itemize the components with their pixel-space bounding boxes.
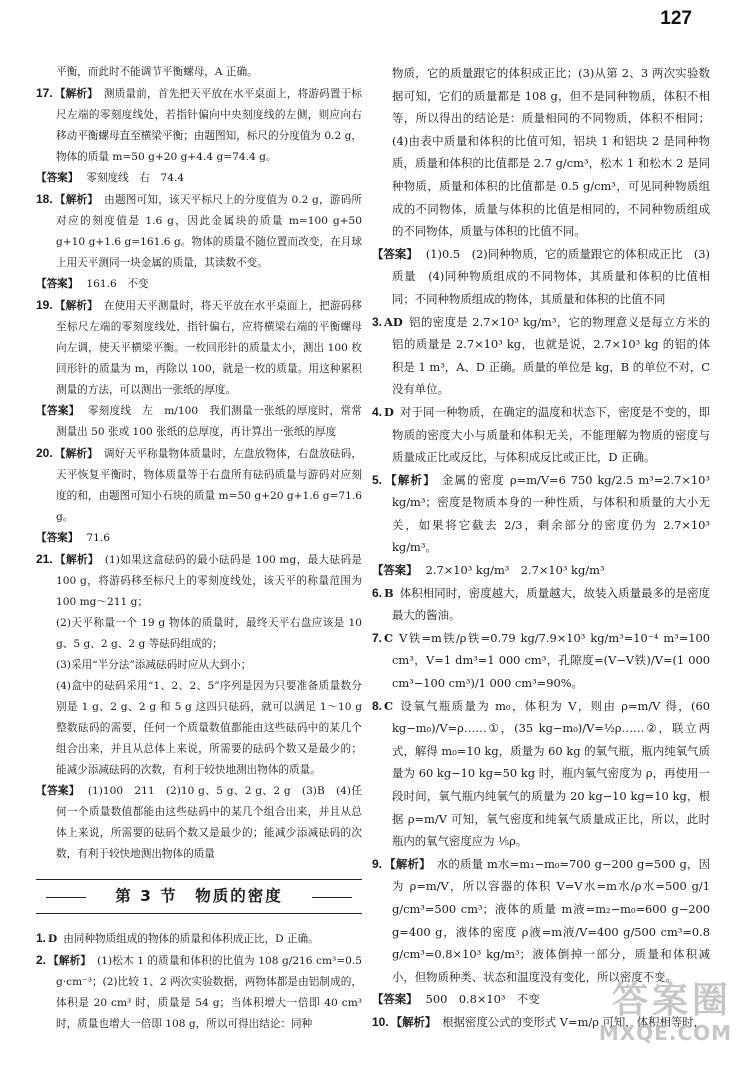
analysis-label: 【解析】 <box>48 955 92 967</box>
question-item <box>36 549 362 613</box>
answer-label: 【答案】 <box>36 532 79 544</box>
paragraph-text: 161.6 不变 <box>86 278 149 290</box>
answer-label: 【答案】 <box>372 246 418 261</box>
question-number: 10. <box>372 1014 389 1029</box>
paragraph-text: 物质，它的质量跟它的体积成正比；(3)从第 2、3 两次实验数据可知，它们的质量都是 108 g，但不是同种物质，体积不相等，所以得出的结论是：质量相同的不同物质，体积不相同；(4)由表中质量和体积的比值可知，铝块 1 和铝块 2 是同种物质，质量和体积的比值都是 2.7 g/cm³，松木 1 和松木 2 是同种物质，质量和体积的比值都是 0.5 g/cm³，可见同种物质组成的不同物体，质量与体积的比值是相同的，不同种物质组成的不同物体，质量与体积的比值不同。 <box>392 66 710 239</box>
question-number: 2. <box>36 953 47 967</box>
paragraph-text: 2.7×10³ kg/m³ 2.7×10³ kg/m³ <box>425 563 605 578</box>
page-number: 127 <box>660 8 692 29</box>
question-number: 6. <box>372 585 383 600</box>
answer-paragraph <box>36 528 362 549</box>
question-item <box>372 853 710 989</box>
continuation-paragraph <box>36 676 362 781</box>
paragraph-text: 水的质量 m水=m₁−m₀=700 g−200 g=500 g，因为 ρ=m/V，所以容器的体积 V=V水=m水/ρ水=500 g/1 g/cm³=500 cm³；液体的质量 m液=m₂−m₀=600 g−200 g=400 g，液体的密度 ρ液=m液/V=400 g/500 cm³=0.8 g/cm³=0.8×10³ kg/m³；液体倒掉一部分，质量和体积减小，但物质种类、状态和温度没有变化，所以密度不变。 <box>392 856 710 984</box>
paragraph-text: 铝的密度是 2.7×10³ kg/m³，它的物理意义是每立方米的铝的质量是 2.7×10³ kg，也就是说，2.7×10³ kg 的铝的体积是 1 m³，A、D 正确。质量的单位是 kg，B 的单位不对，C 没有单位。 <box>392 314 710 397</box>
question-item <box>372 401 710 469</box>
paragraph-text: 零刻度线 右 74.4 <box>86 172 185 184</box>
continuation-paragraph <box>36 655 362 676</box>
paragraph-text: 在使用天平测量时，将天平放在水平桌面上，把游码移至标尺左端的零刻度线处，指针偏右，应将横梁右端的平衡螺母向左调，使天平横梁平衡。一枚回形针的质量太小，测出 100 枚回形针的质量为 m，再除以 100，就是一枚的质量。用这种累积测量的方法，可以测出一张纸的厚度。 <box>56 300 363 396</box>
question-item <box>372 582 710 627</box>
question-item <box>372 311 710 401</box>
answer-label: 【答案】 <box>36 172 79 184</box>
question-item <box>372 469 710 559</box>
answer-paragraph <box>36 781 362 865</box>
question-number: 9. <box>372 856 383 871</box>
paragraph-text: 测质量前，首先把天平放在水平桌面上，将游码置于标尺左端的零刻度线处，若指针偏向中央刻度线的左侧，则应向右移动平衡螺母直至横梁平衡；由题图知，标尺的分度值为 0.2 g，物体的质量 m=50 g+20 g+4.4 g=74.4 g。 <box>56 88 363 163</box>
watermark-url: MXQE.COM <box>598 1021 732 1045</box>
continuation-paragraph <box>36 613 362 655</box>
analysis-label: 【解析】 <box>384 856 431 871</box>
answer-label: 【答案】 <box>372 992 418 1007</box>
answer-label: 【答案】 <box>36 278 79 290</box>
answer-label: 【答案】 <box>36 785 80 797</box>
answer-paragraph <box>372 559 710 582</box>
question-number: 18. <box>36 192 53 206</box>
answer-paragraph <box>36 401 362 443</box>
analysis-label: D <box>48 933 58 945</box>
site-watermark <box>564 981 732 1051</box>
analysis-label: B <box>384 585 394 600</box>
question-item <box>36 950 362 1035</box>
paragraph-text: 设氧气瓶质量为 m₀，体积为 V，则由 ρ=m/V 得，(60 kg−m₀)/V=ρ……①，(35 kg−m₀)/V=½ρ……②，联立两式，解得 m₀=10 kg，质量为 60 kg 的氧气瓶，瓶内纯氧气质量为 60 kg−10 kg=50 kg 时，瓶内氧气密度为 ρ，再使用一段时间，氧气瓶内纯氧气的质量为 20 kg−10 kg=10 kg，根据 ρ=m/V 可知，氧气密度和纯氧气质量成正比，所以，此时瓶内的氧气密度应为 ⅕ρ。 <box>392 698 710 849</box>
paragraph-text: 平衡，而此时不能调节平衡螺母，A 正确。 <box>56 66 258 78</box>
paragraph-text: 71.6 <box>86 532 110 544</box>
analysis-label: 【解析】 <box>54 194 99 206</box>
question-number: 7. <box>372 630 383 645</box>
analysis-label: 【解析】 <box>54 88 98 100</box>
analysis-label: AD <box>384 314 403 329</box>
question-item <box>372 627 710 695</box>
analysis-label: 【解析】 <box>54 300 98 312</box>
analysis-label: C <box>384 630 394 645</box>
question-number: 3. <box>372 314 383 329</box>
paragraph-text: 500 0.8×10³ 不变 <box>425 992 540 1007</box>
analysis-label: 【解析】 <box>390 1014 437 1029</box>
continuation-paragraph <box>372 62 710 243</box>
section-heading: 第 3 节 物质的密度 <box>36 879 362 914</box>
question-number: 4. <box>372 404 383 419</box>
question-item <box>36 295 362 401</box>
right-column <box>372 62 710 1034</box>
paragraph-text: 金属的密度 ρ=m/V=6 750 kg/2.5 m³=2.7×10³ kg/m³；密度是物质本身的一种性质，与体积和质量的大小无关，如果将它截去 2/3，剩余部分的密度仍为 2.7×10³ kg/m³。 <box>392 472 710 555</box>
answer-paragraph <box>372 243 710 311</box>
answer-paragraph <box>36 168 362 189</box>
question-number: 8. <box>372 698 383 713</box>
watermark-logo: 答案圈 <box>611 980 732 1021</box>
paragraph-text: (1)100 211 (2)10 g、5 g、2 g、2 g (3)B (4)任何一个质量数值都能由这些砝码中的某几个组合出来，并且从总体上来说，所需要的砝码个数又是最少的；能减少添减砝码的次数，有利于较快地测出物体的质量 <box>56 785 363 860</box>
paragraph-text: (1)如果这盒砝码的最小砝码是 100 mg，最大砝码是 100 g，将游码移至标尺上的零刻度线处，该天平的称量范围为 100 mg～211 g； <box>56 554 362 608</box>
paragraph-text: 对于同一种物质，在确定的温度和状态下，密度是不变的，即物质的密度大小与质量和体积无关，不能理解为物质的密度与质量成正比或反比，与体积成反比或正比，D 正确。 <box>392 404 710 465</box>
answer-paragraph <box>36 274 362 295</box>
question-number: 20. <box>36 446 53 460</box>
answer-label: 【答案】 <box>36 405 80 417</box>
question-item <box>36 443 362 528</box>
paragraph-text: (1)0.5 (2)同种物质，它的质量跟它的体积成正比 (3)质量 (4)同种物质组成的不同物体，其质量和体积的比值相同；不同种物质组成的物体，其质量和体积的比值不同 <box>392 246 710 306</box>
question-number: 17. <box>36 86 53 100</box>
analysis-label: 【解析】 <box>384 472 436 487</box>
paragraph-text: (2)天平称量一个 19 g 物体的质量时，最终天平右盘应该是 10 g、5 g、2 g、2 g 等砝码组成的； <box>56 617 362 650</box>
paragraph-text: V铁=m铁/ρ铁=0.79 kg/7.9×10³ kg/m³=10⁻⁴ m³=100 cm³，V=1 dm³=1 000 cm³，孔隙度=(V−V铁)/V=(1 000 cm³−100 cm³)/1 000 cm³=90%。 <box>392 630 710 691</box>
question-item <box>36 928 362 950</box>
question-item <box>36 189 362 274</box>
analysis-label: 【解析】 <box>54 448 98 460</box>
paragraph-text: (4)盒中的砝码采用“1、2、2、5”序列是因为只要准备质量数分别是 1 g、2 g、2 g 和 5 g 这四只砝码，就可以满足 1～10 g 整数砝码的需要，任何一个质量数值都能由这些砝码中的某几个组合出来，并且从总体上来说，所需要的砝码个数又是最少的；能减少添减砝码的次数，有利于较快地测出物体的质量。 <box>56 680 362 776</box>
analysis-label: D <box>384 404 394 419</box>
paragraph-text: 由同种物质组成的物体的质量和体积成正比，D 正确。 <box>63 933 319 945</box>
paragraph-text: 由题图可知，该天平标尺上的分度值为 0.2 g，游码所对应的刻度值是 1.6 g，因此金属块的质量 m=100 g+50 g+10 g+1.6 g=161.6 g。物体的质量不随位置而改变，在月球上用天平测同一块金属的质量，其读数不变。 <box>56 194 362 269</box>
paragraph-text: 调好天平称量物体质量时，左盘放物体，右盘放砝码，天平恢复平衡时，物体质量等于右盘所有砝码质量与游码对应刻度的和，由题图可知小石块的质量 m=50 g+20 g+1.6 g=71.6 g。 <box>56 448 363 523</box>
question-item <box>36 83 362 168</box>
paragraph-text: 体积相同时，密度越大，质量越大，故装入质量最多的是密度最大的酱油。 <box>392 585 710 623</box>
left-column <box>36 62 362 1035</box>
continuation-paragraph <box>36 62 362 83</box>
analysis-label: 【解析】 <box>54 554 99 566</box>
paragraph-text: 根据密度公式的变形式 V=m/ρ 可知，体积相等时， <box>442 1014 706 1029</box>
question-number: 21. <box>36 552 53 566</box>
paragraph-text: 零刻度线 左 m/100 我们测量一张纸的厚度时，常常测量出 50 张或 100 张纸的总厚度，再计算出一张纸的厚度 <box>56 405 362 438</box>
analysis-label: C <box>384 698 394 713</box>
question-number: 1. <box>36 931 47 945</box>
paragraph-text: (1)松木 1 的质量和体积的比值为 108 g/216 cm³=0.5 g·cm⁻³；(2)比较 1、2 两次实验数据，两物体都是由铝制成的，体积是 20 cm³ 时，质量是 54 g；当体积增大一倍即 40 cm³ 时，质量也增大一倍即 108 g，所以可得出结论：同种 <box>56 955 362 1030</box>
question-number: 19. <box>36 298 53 312</box>
paragraph-text: (3)采用“半分法”添减砝码时应从大到小； <box>56 659 252 671</box>
answer-label: 【答案】 <box>372 563 418 578</box>
question-item <box>372 695 710 853</box>
question-number: 5. <box>372 472 383 487</box>
